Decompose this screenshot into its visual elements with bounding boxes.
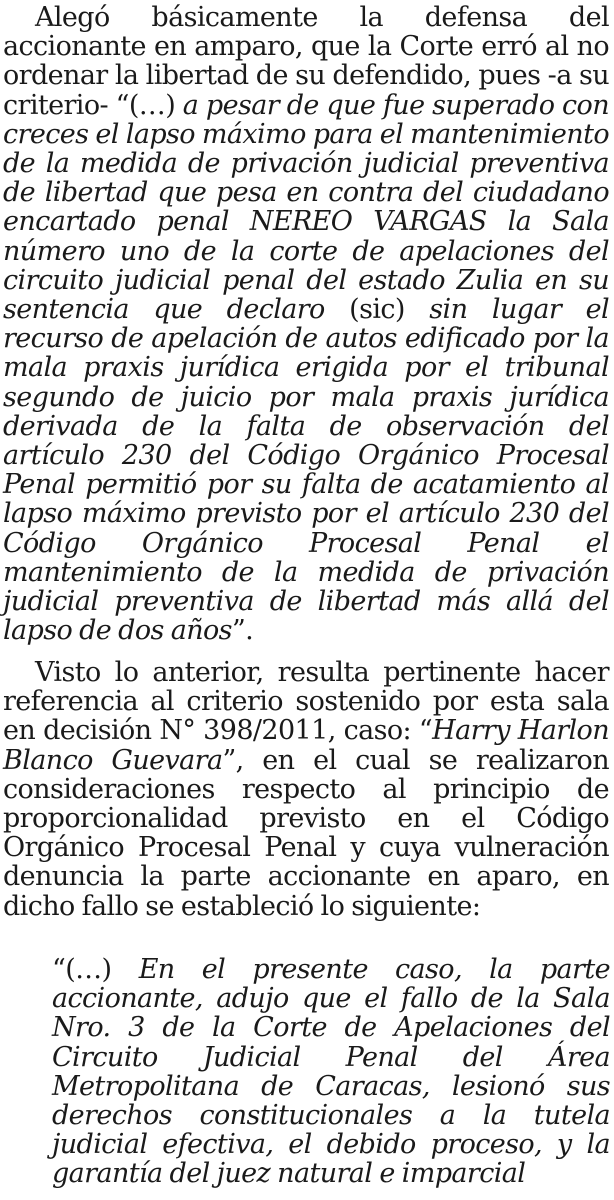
case-name: Harry Harlon Blanco Guevara — [3, 715, 609, 776]
sic-marker: (sic) — [324, 294, 430, 326]
block-quote — [52, 955, 610, 1189]
paragraph-case-reference — [3, 658, 609, 921]
paragraph-1-intro: Alegó básicamente la defensa del accionante en amparo, que la Corte erró al no ordenar la libertad de su defendido, pues -a su criterio- “(…) — [3, 2, 609, 121]
paragraph-defense-argument — [3, 3, 609, 645]
block-quote-text: En el presente caso, la parte accionante, adujo que el fallo de la Sala Nro. 3 de la Corte de Apelaciones del Circuito Judicial Penal del Área Metropolitana de Caracas, lesionó sus derechos constitucionales a la tutela judicial efectiva, el debido proceso, y la garantía del juez natural e imparcial — [52, 954, 610, 1190]
paragraph-1-quote-part-a: a pesar de que fue superado con creces el lapso máximo para el mantenimiento de la medida de privación judicial preventiva de libertad que pesa en contra del ciudadano encartado penal NEREO VARGAS la Sala número uno de la corte de apelaciones del circuito judicial penal del estado Zulia en su sentencia que declaro — [3, 89, 609, 326]
paragraph-1-quote-part-b: sin lugar el recurso de apelación de autos edificado por la mala praxis jurídica erigida por el tribunal segundo de juicio por mala praxis jurídica derivada de la falta de observación del artículo 230 del Código Orgánico Procesal Penal permitió por su falta de acatamiento al lapso máximo previsto por el artículo 230 del Código Orgánico Procesal Penal el mantenimiento de la medida de privación judicial preventiva de libertad más allá del lapso de dos años — [3, 294, 609, 647]
paragraph-1-closing: ”. — [231, 615, 254, 647]
paragraph-2-body: ”, en el cual se realizaron consideraciones respecto al principio de proporcionalidad previsto en el Código Orgánico Procesal Penal y cuya vulneración denuncia la parte accionante en aparo, en dicho fallo se estableció lo siguiente: — [3, 744, 609, 922]
paragraph-2-intro: Visto lo anterior, resulta pertinente hacer referencia al criterio sostenido por esta sala en decisión N° 398/2011, caso: “ — [3, 657, 609, 747]
block-quote-open: “(…) — [52, 954, 139, 985]
